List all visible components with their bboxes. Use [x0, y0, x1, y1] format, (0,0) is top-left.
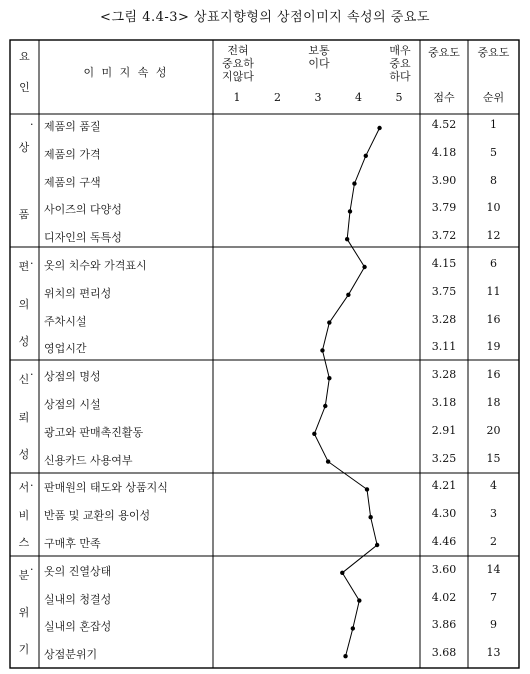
- category-char: 분: [18, 568, 30, 582]
- scale-tick-5: 5: [395, 91, 403, 104]
- score-value: 4.21: [431, 479, 457, 493]
- category-char: 의: [18, 297, 30, 311]
- score-value: 4.46: [431, 535, 457, 548]
- group-marker: ·: [30, 118, 34, 131]
- category-char: 위: [18, 606, 30, 619]
- rank-value: 4: [490, 479, 497, 493]
- rank-value: 1: [490, 118, 497, 131]
- scale-mid-label: 보통 이다: [308, 44, 330, 70]
- importance-point: [327, 320, 331, 324]
- category-char: 품: [18, 207, 30, 221]
- importance-point: [312, 432, 316, 436]
- rank-value: 16: [486, 368, 501, 382]
- rank-value: 11: [486, 284, 501, 298]
- score-value: 4.15: [431, 257, 457, 270]
- scale-left-label: 전혀 중요하 지않다: [222, 44, 254, 83]
- score-value: 3.75: [431, 284, 457, 298]
- attribute-label: 옷의 치수와 가격표시: [44, 259, 147, 272]
- attribute-label: 상점의 시설: [44, 398, 101, 411]
- attribute-label: 위치의 편리성: [44, 286, 112, 300]
- attribute-label: 판매원의 태도와 상품지식: [44, 481, 168, 495]
- attribute-header: 이 미 지 속 성: [83, 66, 169, 79]
- attribute-label: 옷의 진열상태: [44, 564, 112, 578]
- attribute-label: 실내의 청결성: [44, 592, 112, 606]
- score-value: 4.02: [431, 590, 457, 604]
- importance-point: [323, 404, 327, 408]
- rank-header: 중요도: [477, 46, 510, 59]
- attribute-label: 디자인의 독특성: [44, 231, 122, 245]
- rank-subheader: 순위: [482, 91, 505, 104]
- score-value: 3.72: [431, 229, 457, 243]
- category-char: 성: [18, 335, 30, 349]
- category-char: 상: [18, 141, 30, 155]
- rank-value: 12: [486, 229, 501, 243]
- category-char: 성: [18, 448, 30, 462]
- score-value: 3.25: [431, 451, 457, 465]
- importance-point: [343, 654, 347, 658]
- importance-point: [365, 487, 369, 491]
- attribute-label: 제품의 가격: [44, 147, 101, 161]
- importance-point: [345, 237, 349, 241]
- attribute-label: 사이즈의 다양성: [44, 203, 122, 217]
- group-marker: ·: [30, 479, 34, 493]
- attribute-label: 구매후 만족: [44, 537, 101, 550]
- rank-value: 2: [490, 535, 497, 548]
- score-value: 3.68: [431, 646, 457, 660]
- category-header: 요 인: [19, 50, 30, 94]
- rank-value: 14: [486, 562, 501, 576]
- category-char: 기: [18, 643, 30, 657]
- attribute-label: 실내의 혼잡성: [44, 620, 112, 634]
- attribute-label: 제품의 구색: [44, 175, 101, 189]
- category-char: 비: [18, 508, 30, 522]
- rank-value: 9: [490, 618, 497, 632]
- rank-value: 10: [486, 201, 501, 215]
- importance-point: [362, 265, 366, 269]
- attribute-label: 광고와 판매촉진활동: [44, 425, 144, 439]
- importance-point: [364, 154, 368, 158]
- scale-tick-4: 4: [355, 91, 362, 104]
- score-value: 2.91: [431, 423, 457, 437]
- importance-point: [327, 376, 331, 380]
- rank-value: 15: [486, 451, 501, 465]
- importance-point: [340, 571, 344, 575]
- importance-point: [377, 126, 381, 130]
- importance-point: [352, 181, 356, 185]
- score-subheader: 점수: [433, 91, 455, 104]
- score-value: 3.90: [431, 173, 457, 187]
- category-char: 스: [18, 536, 30, 550]
- score-value: 3.28: [431, 368, 457, 382]
- score-value: 4.18: [431, 145, 457, 159]
- figure-title: <그림 4.4-3> 상표지향형의 상점이미지 속성의 중요도: [100, 10, 430, 25]
- importance-line: [314, 128, 379, 656]
- importance-point: [357, 598, 361, 602]
- score-value: 3.86: [431, 618, 457, 632]
- score-value: 4.52: [431, 118, 457, 131]
- score-value: 3.11: [431, 340, 457, 354]
- group-marker: ·: [30, 368, 34, 382]
- importance-point: [348, 209, 352, 213]
- score-value: 3.18: [431, 396, 457, 409]
- group-marker: ·: [30, 257, 34, 270]
- scale-tick-3: 3: [314, 91, 322, 104]
- category-char: 뢰: [18, 410, 30, 424]
- rank-value: 18: [486, 396, 501, 409]
- attribute-label: 영업시간: [44, 342, 87, 356]
- score-value: 3.60: [431, 562, 457, 576]
- rank-value: 6: [490, 257, 497, 270]
- scale-right-label: 매우 중요 하다: [389, 44, 411, 83]
- importance-point: [375, 543, 379, 547]
- score-value: 3.79: [431, 201, 457, 215]
- attribute-label: 제품의 품질: [44, 120, 101, 133]
- category-char: 편: [18, 259, 30, 273]
- importance-point: [320, 348, 324, 352]
- attribute-label: 상점의 명성: [44, 370, 101, 384]
- scale-tick-1: 1: [233, 91, 241, 104]
- rank-value: 16: [486, 312, 501, 326]
- rank-value: 7: [490, 590, 497, 604]
- rank-value: 3: [490, 507, 497, 521]
- attribute-label: 주차시설: [44, 314, 87, 328]
- category-char: 신: [18, 372, 30, 386]
- importance-point: [326, 459, 330, 463]
- scale-tick-2: 2: [274, 91, 281, 104]
- rank-value: 13: [486, 646, 501, 660]
- importance-point: [368, 515, 372, 519]
- rank-value: 8: [490, 173, 497, 187]
- importance-point: [346, 293, 350, 297]
- score-header: 중요도: [428, 46, 460, 59]
- attribute-label: 상점분위기: [44, 648, 98, 662]
- rank-value: 20: [486, 423, 501, 437]
- importance-point: [351, 626, 355, 630]
- rank-value: 5: [490, 145, 497, 159]
- group-marker: ·: [30, 562, 34, 576]
- score-value: 3.28: [431, 312, 457, 326]
- attribute-label: 반품 및 교환의 용이성: [44, 509, 151, 523]
- attribute-label: 신용카드 사용여부: [44, 453, 133, 467]
- category-char: 서: [18, 480, 30, 494]
- rank-value: 19: [486, 340, 501, 354]
- score-value: 4.30: [431, 507, 457, 521]
